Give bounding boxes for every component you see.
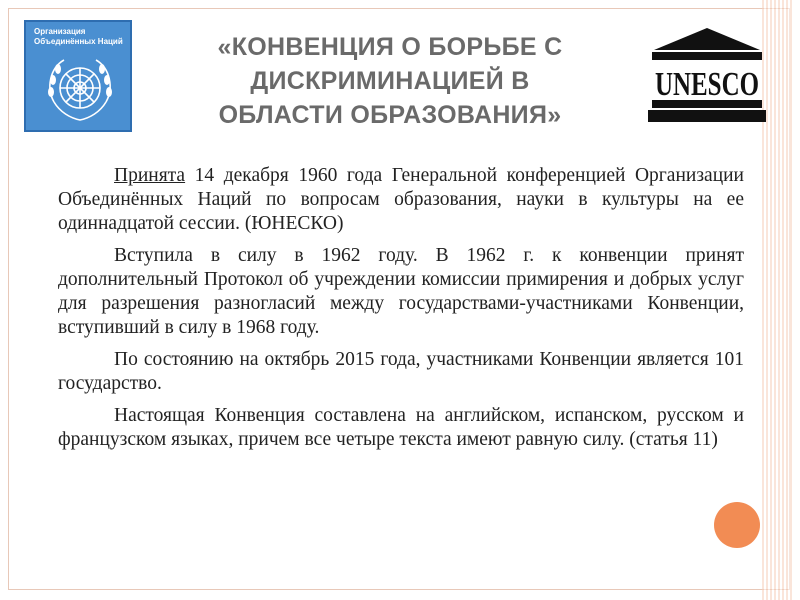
paragraph-adoption-rest: 14 декабря 1960 года Генеральной конференцией Организации Объединённых Наций по вопросам образования, науки в культуры на ее одиннадцатой сессии. (ЮНЕСКО)	[58, 165, 744, 234]
decorative-stripe-band	[762, 0, 792, 600]
paragraph-entry-into-force: Вступила в силу в 1962 году. В 1962 г. к конвенции принят дополнительный Протокол об учреждении комиссии примирения и добрых услуг для разрешения разногласий между государствами-участниками Конвенции, вступивший в силу в 1968 году.	[58, 245, 744, 338]
paragraph-participants: По состоянию на октябрь 2015 года, участниками Конвенции является 101 государство.	[58, 349, 744, 394]
un-logo-caption-line1: Организация	[34, 27, 86, 36]
slide-title	[150, 30, 630, 132]
body-text	[58, 164, 744, 460]
unesco-temple-icon	[648, 24, 766, 134]
un-logo	[24, 20, 132, 132]
un-logo-caption	[26, 27, 130, 47]
paragraph-adoption	[58, 164, 744, 236]
title-line3: ОБЛАСТИ ОБРАЗОВАНИЯ»	[218, 101, 562, 129]
decorative-orange-circle	[714, 502, 760, 548]
un-logo-caption-line2: Объединённых Наций	[34, 37, 123, 46]
title-line1: «КОНВЕНЦИЯ О БОРЬБЕ С	[217, 33, 563, 61]
paragraph-languages: Настоящая Конвенция составлена на английском, испанском, русском и французском языках, причем все четыре текста имеют равную силу. (статья 11)	[58, 405, 744, 450]
paragraph-adoption-lead: Принята	[114, 165, 186, 186]
unesco-logo-text: UNESCO	[655, 66, 759, 103]
title-line2: ДИСКРИМИНАЦИЕЙ В	[250, 67, 530, 95]
un-emblem-icon	[40, 52, 120, 128]
